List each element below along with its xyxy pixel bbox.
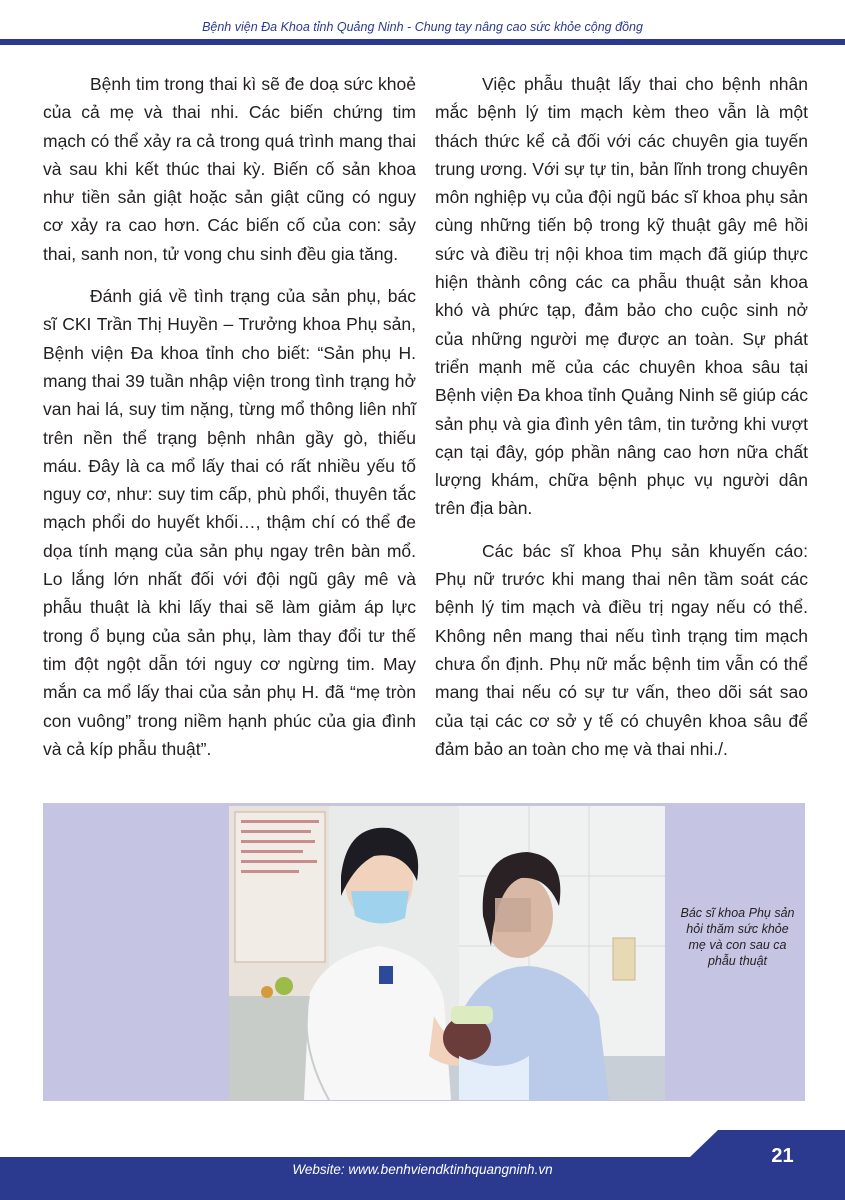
page-header bbox=[0, 0, 845, 40]
photo-caption: Bác sĩ khoa Phụ sản hỏi thăm sức khỏe mẹ và con sau ca phẫu thuật bbox=[680, 906, 795, 968]
header-title: Bệnh viện Đa Khoa tỉnh Quảng Ninh - Chung tay nâng cao sức khỏe cộng đồng bbox=[202, 20, 643, 34]
right-column bbox=[435, 70, 808, 777]
photo-illustration bbox=[229, 806, 665, 1100]
left-column bbox=[43, 70, 416, 777]
page-number: 21 bbox=[771, 1145, 794, 1167]
header-rule bbox=[0, 39, 845, 45]
left-paragraph-1: Bệnh tim trong thai kì sẽ đe doạ sức khoẻ của cả mẹ và thai nhi. Các biến chứng tim mạch có thể xảy ra cả trong quá trình mang thai và sau khi kết thúc thai kỳ. Biến cố sản khoa như tiền sản giật hoặc sản giật cũng có nguy cơ xảy ra cao hơn. Các biến cố của con: sảy thai, sanh non, tử vong chu sinh đều gia tăng. bbox=[43, 74, 416, 264]
right-paragraph-2: Các bác sĩ khoa Phụ sản khuyến cáo: Phụ nữ trước khi mang thai nên tầm soát các bệnh lý tim mạch và điều trị ngay nếu có thể. Không nên mang thai nếu tình trạng tim mạch chưa ổn định. Phụ nữ mắc bệnh tim vẫn có thể mang thai nếu có sự tư vấn, theo dõi sát sao của tại các cơ sở y tế có chuyên khoa sâu để đảm bảo an toàn cho mẹ và thai nhi./. bbox=[435, 540, 808, 759]
right-paragraph-1: Việc phẫu thuật lấy thai cho bệnh nhân mắc bệnh lý tim mạch kèm theo vẫn là một thách thức kể cả đối với các chuyên gia tuyến trung ương. Với sự tự tin, bản lĩnh trong chuyên môn nghiệp vụ của đội ngũ bác sĩ khoa phụ sản cùng những tiến bộ trong kỹ thuật gây mê hồi sức và điều trị nội khoa tim mạch đã giúp thực hiện thành công các ca phẫu thuật sản khoa khó và phức tạp, đảm bảo cho cuộc sinh nở của những người mẹ được an toàn. Sự phát triển mạnh mẽ của các chuyên khoa sâu tại Bệnh viện Đa khoa tỉnh Quảng Ninh sẽ giúp các sản phụ và gia đình yên tâm, tin tưởng khi vượt cạn tại đây, góp phần nâng cao hơn nữa chất lượng khám, chữa bệnh phục vụ người dân trên địa bàn. bbox=[435, 74, 808, 519]
article-photo bbox=[229, 806, 665, 1100]
left-paragraph-2: Đánh giá về tình trạng của sản phụ, bác sĩ CKI Trần Thị Huyền – Trưởng khoa Phụ sản, Bệnh viện Đa khoa tỉnh cho biết: “Sản phụ H. mang thai 39 tuần nhập viện trong tình trạng hở van hai lá, suy tim nặng, từng mổ thông liên nhĩ trên nền thể trạng bệnh nhân gầy gò, thiếu máu. Đây là ca mổ lấy thai có rất nhiều yếu tố nguy cơ, như: suy tim cấp, phù phổi, thuyên tắc mạch phổi do huyết khối…, thậm chí có thể đe dọa tính mạng của sản phụ ngay trên bàn mổ. Lo lắng lớn nhất đối với đội ngũ gây mê và phẫu thuật là khi lấy thai sẽ làm giảm áp lực trong ổ bụng của sản phụ, làm thay đổi tư thế tim đột ngột dẫn tới nguy cơ ngừng tim. May mắn ca mổ lấy thai của sản phụ H. đã “mẹ tròn con vuông” trong niềm hạnh phúc của gia đình và cả kíp phẫu thuật”. bbox=[43, 286, 416, 759]
footer-website: Website: www.benhviendktinhquangninh.vn bbox=[292, 1162, 553, 1177]
